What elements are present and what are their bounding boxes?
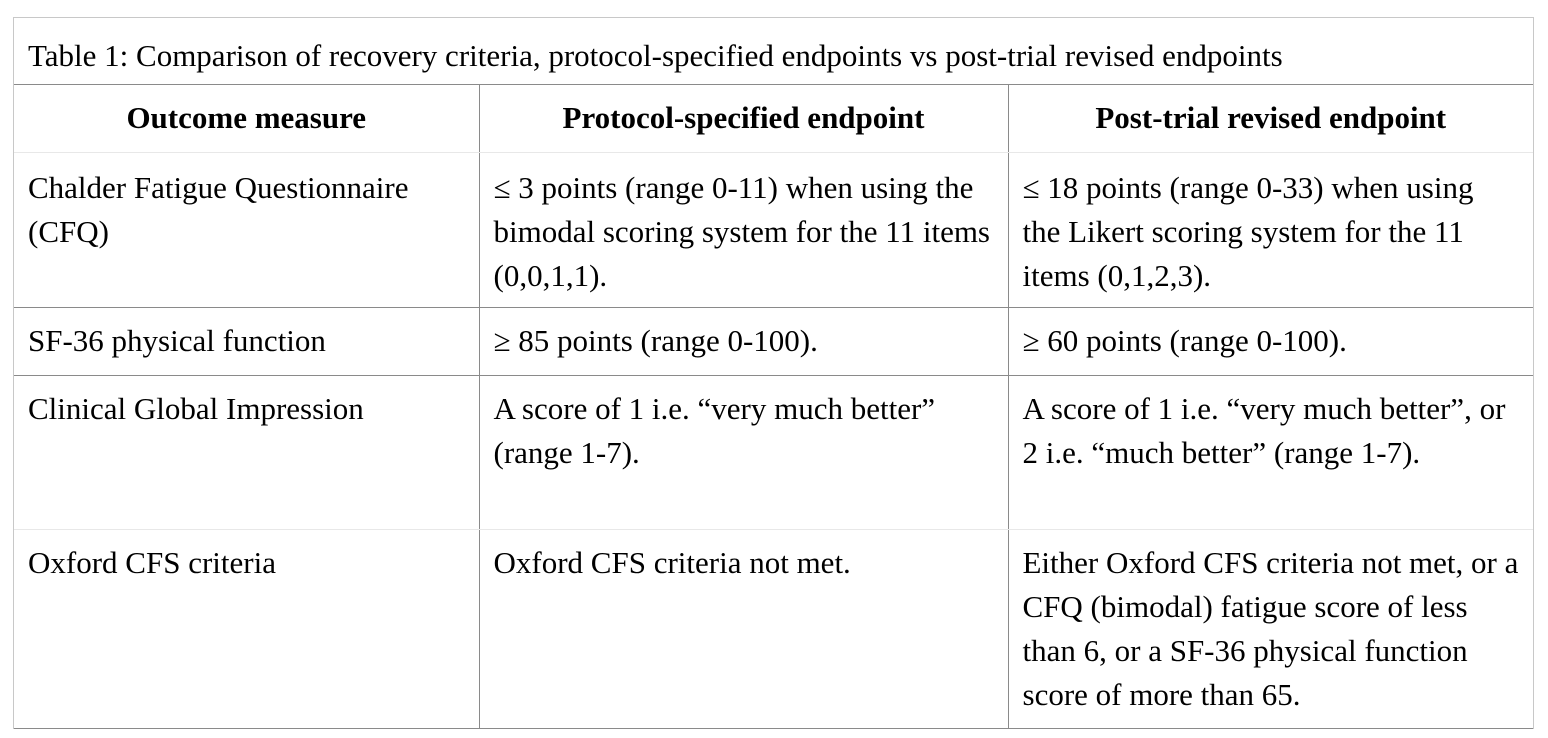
header-outcome-measure: Outcome measure (14, 85, 479, 152)
header-revised-endpoint: Post-trial revised endpoint (1008, 85, 1533, 152)
cell-outcome-measure: Oxford CFS criteria (14, 529, 479, 728)
recovery-criteria-table (13, 17, 1534, 729)
table-row (14, 307, 1533, 375)
cell-revised-endpoint: Either Oxford CFS criteria not met, or a CFQ (bimodal) fatigue score of less than 6, or a SF-36 physical function score of more than 65. (1008, 529, 1533, 728)
header-row (14, 85, 1533, 152)
header-protocol-endpoint: Protocol-specified endpoint (479, 85, 1008, 152)
cell-outcome-measure: Clinical Global Impression (14, 375, 479, 529)
cell-revised-endpoint: ≥ 60 points (range 0-100). (1008, 307, 1533, 375)
cell-outcome-measure: Chalder Fatigue Questionnaire (CFQ) (14, 152, 479, 307)
cell-protocol-endpoint: ≥ 85 points (range 0-100). (479, 307, 1008, 375)
table-row (14, 375, 1533, 529)
cell-protocol-endpoint: Oxford CFS criteria not met. (479, 529, 1008, 728)
cell-protocol-endpoint: A score of 1 i.e. “very much better” (range 1-7). (479, 375, 1008, 529)
table-row (14, 152, 1533, 307)
cell-revised-endpoint: A score of 1 i.e. “very much better”, or 2 i.e. “much better” (range 1-7). (1008, 375, 1533, 529)
cell-revised-endpoint: ≤ 18 points (range 0-33) when using the Likert scoring system for the 11 items (0,1,2,3). (1008, 152, 1533, 307)
cell-outcome-measure: SF-36 physical function (14, 307, 479, 375)
table-row (14, 529, 1533, 728)
criteria-table-grid (14, 85, 1533, 729)
table-caption: Table 1: Comparison of recovery criteria, protocol-specified endpoints vs post-trial revised endpoints (14, 18, 1533, 85)
cell-protocol-endpoint: ≤ 3 points (range 0-11) when using the bimodal scoring system for the 11 items (0,0,1,1). (479, 152, 1008, 307)
